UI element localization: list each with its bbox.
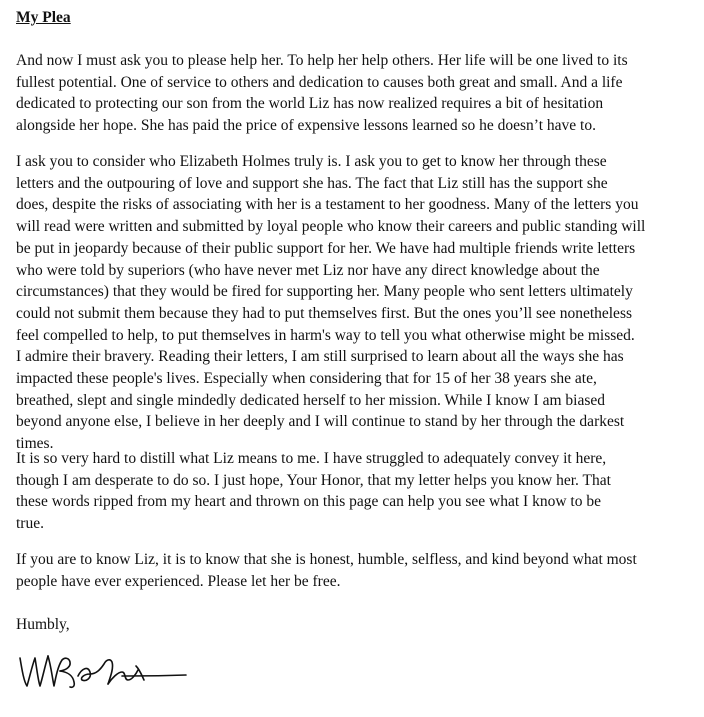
text-line: times. bbox=[16, 435, 54, 453]
text-line: does, despite the risks of associating with her is a testament to her goodness. Many of the letters you bbox=[16, 196, 639, 214]
text-line: alongside her hope. She has paid the price of expensive lessons learned so he doesn’t have to. bbox=[16, 117, 596, 135]
paragraph-1 bbox=[16, 50, 700, 137]
text-line: It is so very hard to distill what Liz means to me. I have struggled to adequately convey it here, bbox=[16, 450, 607, 467]
letter-title: My Plea bbox=[16, 9, 71, 26]
text-line: I ask you to consider who Elizabeth Holmes truly is. I ask you to get to know her through these bbox=[16, 153, 607, 170]
text-line: true. bbox=[16, 515, 44, 533]
text-line: circumstances) that they would be fired for supporting her. Many people who sent letters ultimately bbox=[16, 283, 633, 301]
paragraph-2 bbox=[16, 151, 700, 455]
paragraph-4 bbox=[16, 549, 700, 592]
closing-salutation: Humbly, bbox=[16, 616, 70, 633]
paragraph-3 bbox=[16, 448, 700, 535]
text-line: though I am desperate to do so. I just hope, Your Honor, that my letter helps you know her. That bbox=[16, 471, 611, 489]
text-line: people have ever experienced. Please let her be free. bbox=[16, 572, 341, 590]
text-line: letters and the outpouring of love and support she has. The fact that Liz still has the support she bbox=[16, 174, 608, 192]
text-line: fullest potential. One of service to others and dedication to causes both great and small. And a life bbox=[16, 73, 623, 91]
text-line: I admire their bravery. Reading their letters, I am still surprised to learn about all the ways she has bbox=[16, 348, 624, 366]
text-line: beyond anyone else, I believe in her deeply and I will continue to stand by her through the darkest bbox=[16, 413, 625, 431]
text-line: will read were written and submitted by loyal people who know their careers and public standing will bbox=[16, 218, 646, 236]
text-line: be put in jeopardy because of their public support for her. We have had multiple friends write letters bbox=[16, 239, 636, 257]
text-line: these words ripped from my heart and thrown on this page can help you see what I know to be bbox=[16, 493, 601, 511]
text-line: dedicated to protecting our son from the world Liz has now realized requires a bit of hesitation bbox=[16, 95, 604, 113]
text-line: If you are to know Liz, it is to know that she is honest, humble, selfless, and kind beyond what most bbox=[16, 551, 637, 568]
text-line: impacted these people's lives. Especially when considering that for 15 of her 38 years she ate, bbox=[16, 370, 597, 388]
text-line: breathed, slept and single mindedly dedicated herself to her mission. While I know I am biased bbox=[16, 391, 605, 409]
handwritten-signature bbox=[18, 646, 188, 692]
text-line: who were told by superiors (who have never met Liz nor have any direct knowledge about the bbox=[16, 261, 600, 279]
text-line: And now I must ask you to please help her. To help her help others. Her life will be one lived to its bbox=[16, 52, 628, 69]
text-line: feel compelled to help, to put themselves in harm's way to tell you what otherwise might be missed. bbox=[16, 326, 635, 344]
text-line: could not submit them because they had to put themselves first. But the ones you’ll see nonetheless bbox=[16, 304, 633, 322]
